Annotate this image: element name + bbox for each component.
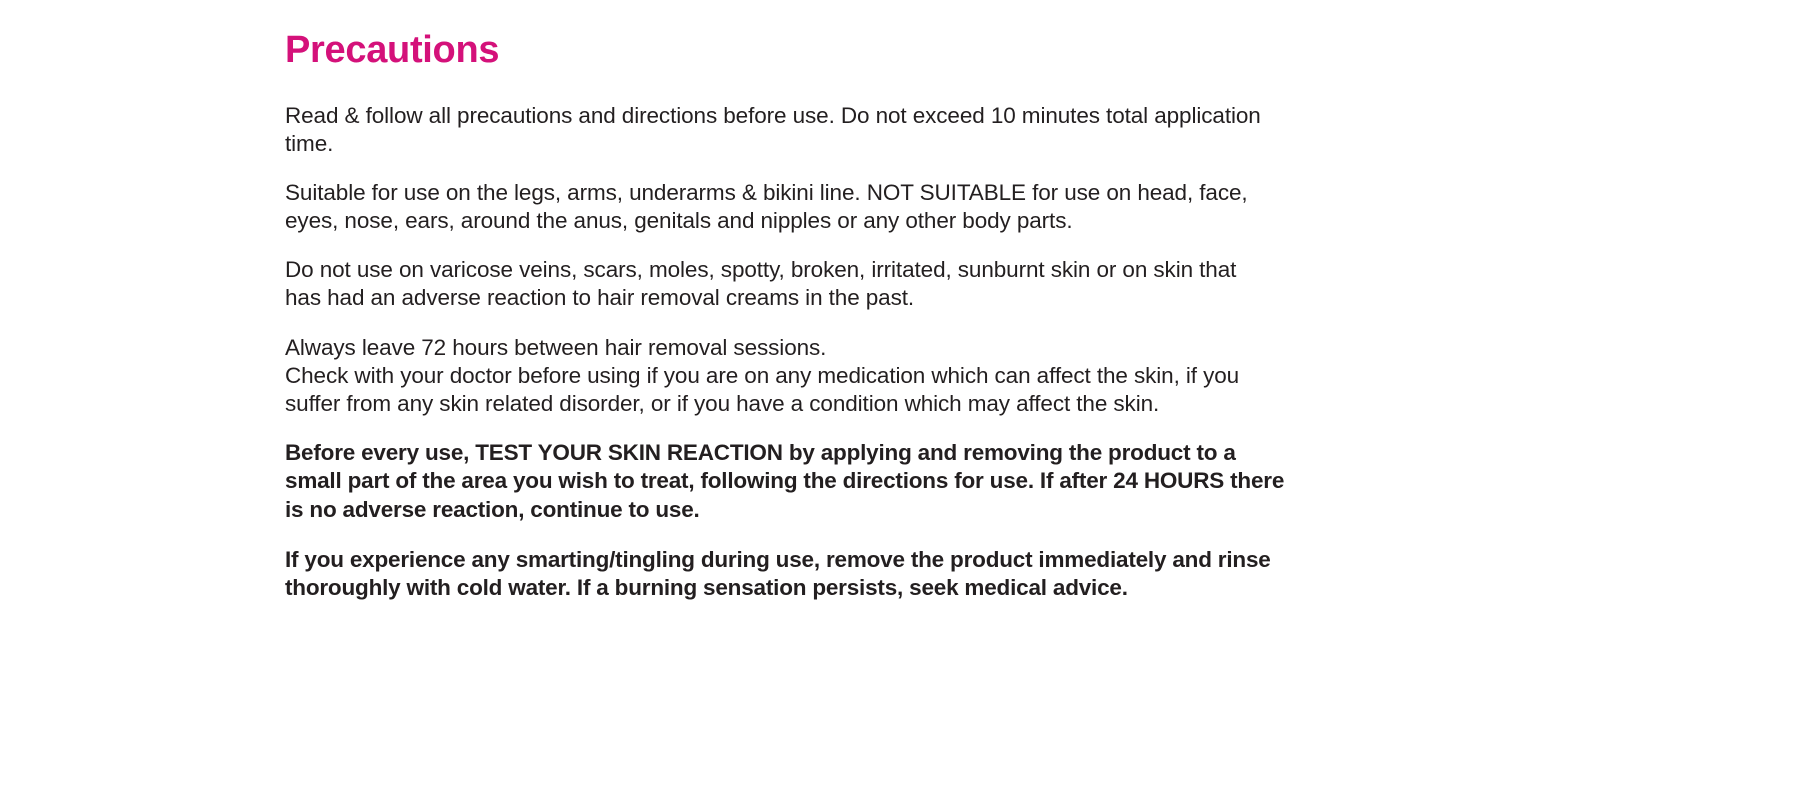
precaution-paragraph-suitable-areas: Suitable for use on the legs, arms, underarms & bikini line. NOT SUITABLE for use on head, face, eyes, nose, ears, around the anus, genitals and nipples or any other body parts. xyxy=(285,180,1248,234)
precaution-paragraph-application-time: Read & follow all precautions and directions before use. Do not exceed 10 minutes total application time. xyxy=(285,102,1261,156)
precaution-paragraph-skin-test: Before every use, TEST YOUR SKIN REACTION by applying and removing the product to a small part of the area you wish to treat, following the directions for use. If after 24 HOURS there is no adverse reaction, continue to use. xyxy=(285,439,1285,522)
precautions-section xyxy=(285,30,1285,603)
precaution-paragraph-skin-conditions: Do not use on varicose veins, scars, moles, spotty, broken, irritated, sunburnt skin or on skin that has had an adverse reaction to hair removal creams in the past. xyxy=(285,257,1237,311)
page-title: Precautions xyxy=(285,29,500,71)
precaution-paragraph-doctor-check: Check with your doctor before using if you are on any medication which can affect the skin, if you suffer from any skin related disorder, or if you have a condition which may affect the skin. xyxy=(285,362,1240,416)
precaution-paragraph-smarting-tingling: If you experience any smarting/tingling during use, remove the product immediately and rinse thoroughly with cold water. If a burning sensation persists, seek medical advice. xyxy=(285,546,1271,601)
precaution-paragraph-session-interval: Always leave 72 hours between hair removal sessions. xyxy=(285,334,827,360)
